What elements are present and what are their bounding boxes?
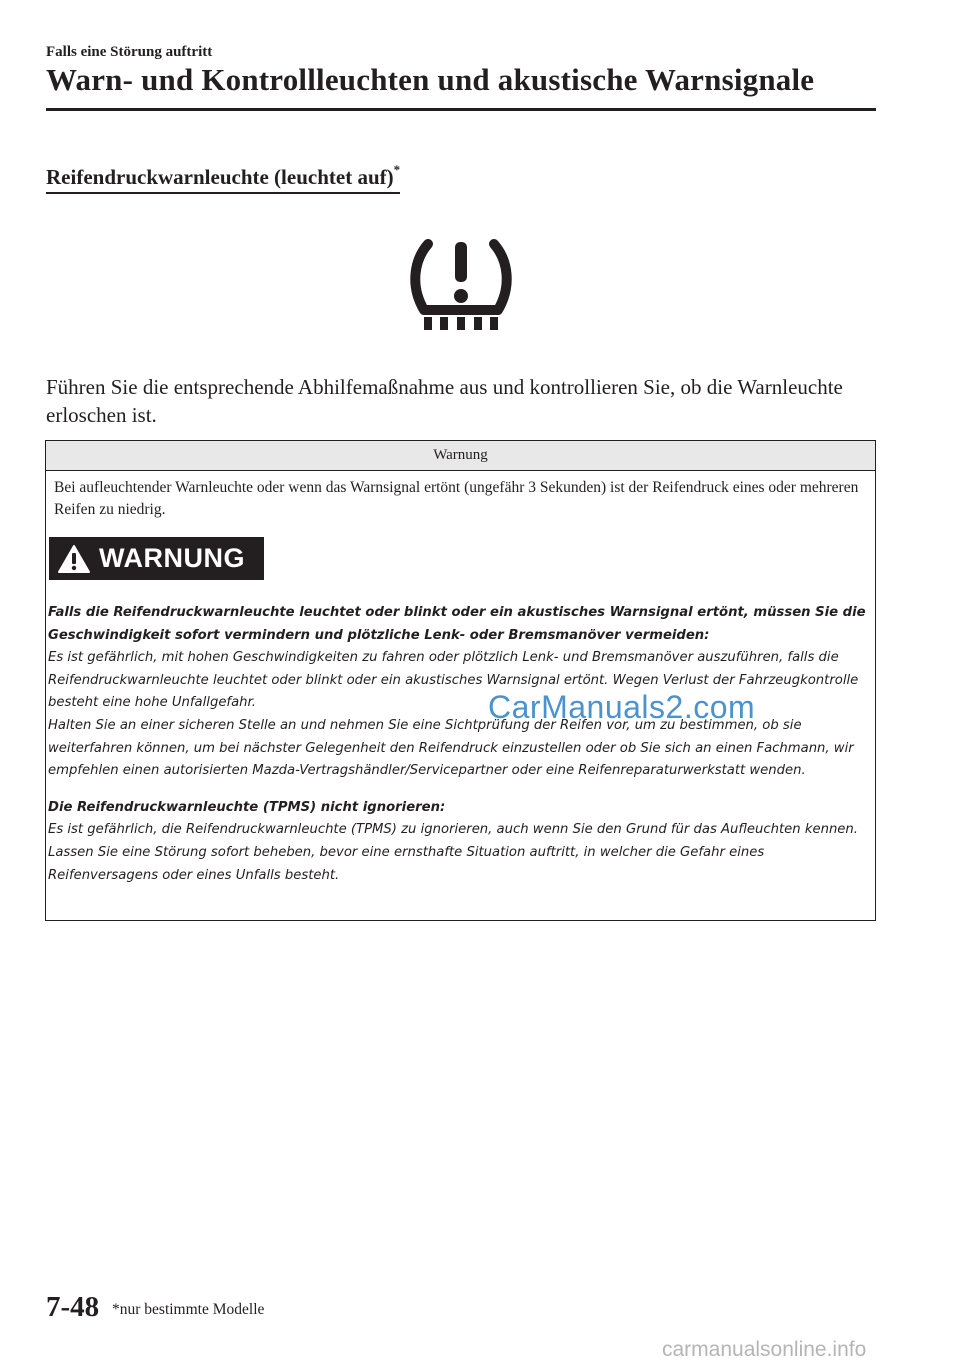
site-footer: carmanualsonline.info: [662, 1338, 867, 1361]
tire-pressure-warning-icon: [410, 238, 512, 332]
chapter-title: Warn- und Kontrollleuchten und akustische Warnsignale: [46, 62, 815, 97]
page-number: 7-48: [46, 1291, 100, 1323]
warning-box: [45, 440, 876, 921]
footnote: *nur bestimmte Modelle: [112, 1301, 265, 1318]
subheading: [46, 164, 400, 194]
model-marker: *: [393, 162, 401, 177]
warning-body: [46, 580, 875, 887]
warning2-text: Es ist gefährlich, die Reifendruckwarnleuchte (TPMS) zu ignorieren, auch wenn Sie den Grund für das Aufleuchten kennen. Lassen Sie eine Störung sofort beheben, bevor eine ernsthafte Situation auftritt, in welcher die Gefahr eines Reifenversagens oder eines Unfalls besteht.: [48, 822, 858, 883]
header-rule: [46, 108, 876, 111]
intro-text: Führen Sie die entsprechende Abhilfemaßnahme aus und kontrollieren Sie, ob die Warnleuchte erloschen ist.: [46, 375, 843, 427]
warning-badge: [49, 537, 264, 580]
warning1-text2: Halten Sie an einer sicheren Stelle an und nehmen Sie eine Sichtprüfung der Reifen vor, um zu bestimmen, ob sie weiterfahren können, um bei nächster Gelegenheit den Reifendruck einzustellen oder ob Sie sich an einen Fachmann, wir empfehlen einen autorisierten Mazda-Vertragshändler/Servicepartner oder eine Reifenreparaturwerkstatt wenden.: [48, 717, 854, 779]
section-label: Falls eine Störung auftritt: [46, 44, 213, 60]
subheading-text: Reifendruckwarnleuchte (leuchtet auf): [46, 165, 394, 189]
box-header: Warnung: [46, 441, 875, 471]
watermark: CarManuals2.com: [488, 689, 756, 725]
warning-badge-label: WARNUNG: [99, 543, 245, 573]
warning2-title: Die Reifendruckwarnleuchte (TPMS) nicht ignorieren:: [48, 799, 446, 815]
warning1-title: Falls die Reifendruckwarnleuchte leuchtet oder blinkt oder ein akustisches Warnsignal ertönt, müssen Sie die Geschwindigkeit sofort vermindern und plötzliche Lenk- oder Bremsmanöver vermeiden:: [48, 605, 866, 643]
box-note: Bei aufleuchtender Warnleuchte oder wenn das Warnsignal ertönt (ungefähr 3 Sekunden) ist der Reifendruck eines oder mehreren Reifen zu niedrig.: [54, 479, 859, 518]
warning1-text1: Es ist gefährlich, mit hohen Geschwindigkeiten zu fahren oder plötzlich Lenk- und Bremsmanöver auszuführen, falls die Reifendruckwarnleuchte leuchtet oder blinkt oder ein akustisches Warnsignal ertönt. Wegen Verlust der Fahrzeugkontrolle besteht eine hohe Unfallgefahr.: [48, 650, 859, 711]
warning-triangle-icon: [57, 544, 91, 574]
